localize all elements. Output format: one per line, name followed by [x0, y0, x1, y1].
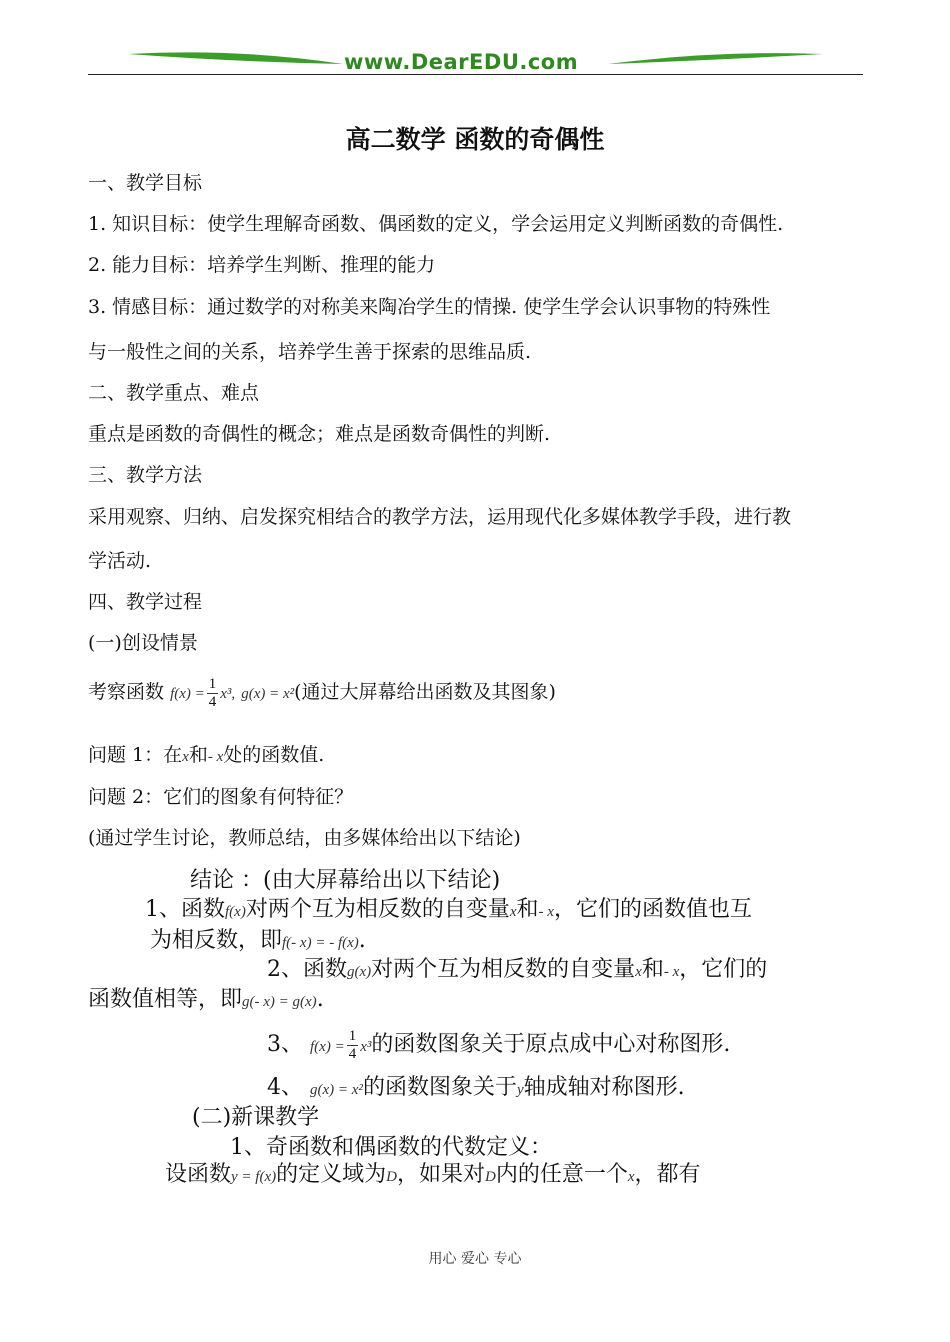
section-heading-process: 四、教学过程: [88, 591, 203, 613]
method-text-cont: 学活动.: [88, 550, 152, 572]
brand-logo-text: www.DearEDU.com: [344, 50, 579, 74]
section-heading-goals: 一、教学目标: [88, 172, 203, 194]
goal-emotion: 3. 情感目标：通过数学的对称美来陶冶学生的情操. 使学生学会认识事物的特殊性: [88, 296, 771, 318]
question-1: 问题 1：在x和- x处的函数值.: [88, 744, 325, 766]
page-header: [88, 48, 863, 80]
fraction-one-quarter: $\frac{1}{4}$: [208, 676, 217, 710]
discussion-note: (通过学生讨论，教师总结，由多媒体给出以下结论): [88, 827, 521, 849]
subsection-new-lesson: (二)新课教学: [192, 1105, 320, 1130]
subsection-scenario: (一)创设情景: [88, 632, 198, 654]
fraction-one-quarter: $\frac{1}{4}$: [348, 1028, 357, 1062]
conclusion-heading: 结论 ：(由大屏幕给出以下结论): [190, 868, 501, 893]
section-heading-keypoints: 二、教学重点、难点: [88, 382, 260, 404]
conclusion-1-cont: 为相反数，即f(- x) = - f(x).: [150, 928, 366, 953]
conclusion-2-cont: 函数值相等，即g(- x) = g(x).: [88, 987, 324, 1012]
definition-heading: 1、奇函数和偶函数的代数定义：: [230, 1135, 552, 1160]
goal-ability: 2. 能力目标：培养学生判断、推理的能力: [88, 254, 436, 276]
conclusion-4: 4、 g(x) = x²的函数图象关于y轴成轴对称图形.: [267, 1075, 685, 1100]
question-2: 问题 2：它们的图象有何特征？: [88, 786, 354, 808]
keypoints-text: 重点是函数的奇偶性的概念；难点是函数奇偶性的判断.: [88, 423, 551, 445]
page-footer: 用心 爱心 专心: [428, 1251, 522, 1267]
header-rule: [88, 74, 863, 75]
conclusion-3: 3、 f(x) = $\frac{1}{4}$ x³的函数图象关于原点成中心对称图形.: [267, 1028, 731, 1062]
goal-knowledge: 1. 知识目标：使学生理解奇函数、偶函数的定义，学会运用定义判断函数的奇偶性.: [88, 213, 784, 235]
conclusion-2: 2、函数g(x)对两个互为相反数的自变量x和- x，它们的: [267, 957, 768, 982]
method-text: 采用观察、归纳、启发探究相结合的教学方法，运用现代化多媒体教学手段，进行教: [88, 506, 792, 528]
conclusion-1: 1、函数f(x)对两个互为相反数的自变量x和- x，它们的函数值也互: [145, 897, 752, 922]
section-heading-method: 三、教学方法: [88, 464, 203, 486]
definition-text: 设函数y = f(x)的定义域为D，如果对D内的任意一个x，都有: [165, 1162, 701, 1187]
formula-g: g(x) = x²: [241, 686, 295, 702]
formula-f: f(x) =: [170, 686, 205, 702]
document-title: 高二数学 函数的奇偶性: [345, 125, 605, 154]
goal-emotion-cont: 与一般性之间的关系，培养学生善于探索的思维品质.: [88, 341, 532, 363]
examine-functions-line: 考察函数 f(x) = $\frac{1}{4}$ x³, g(x) = x²(通过大屏幕给出函数及其图象): [88, 676, 556, 710]
